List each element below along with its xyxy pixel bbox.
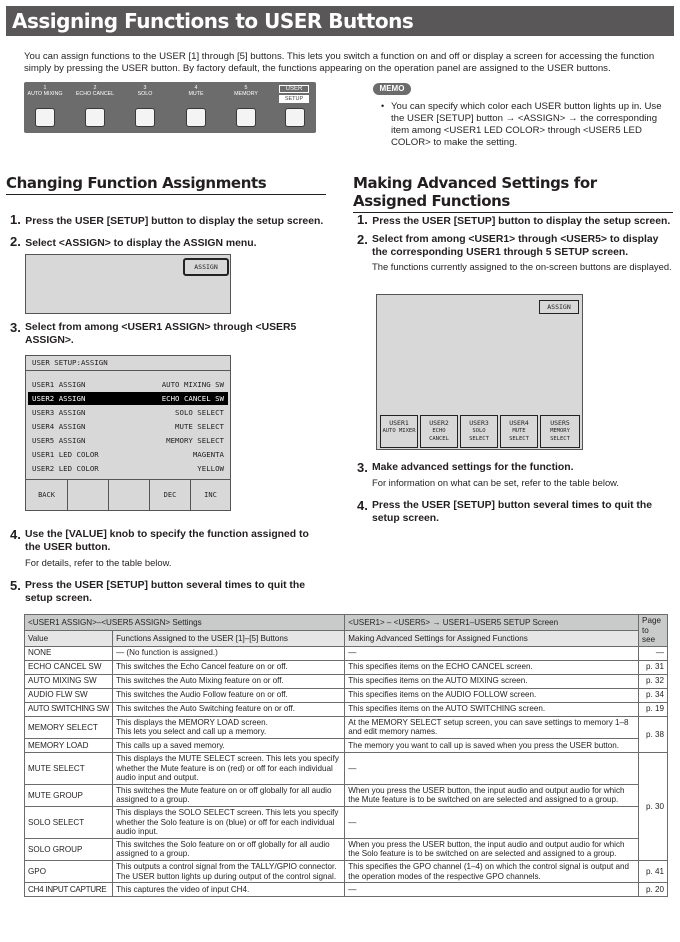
table-header-setup-screen: <USER1> – <USER5> → USER1–USER5 SETUP Screen [345,615,639,631]
panel-user-button-4 [175,82,217,133]
panel-user-button-2 [74,82,116,133]
cell-advanced: When you press the USER button, the input audio and output audio for which the Solo feature is to be switched on are selected and assigned to a group. [345,838,639,860]
lcd-user-setup-screen [376,294,583,450]
table-row [25,716,668,738]
left-step-2 [10,233,330,251]
user-chip-func: AUTO MIXER [382,428,416,434]
cell-page: — [639,646,668,660]
cell-page: p. 31 [639,660,668,674]
panel-key [135,108,155,127]
step-text: Make advanced settings for the function. [372,462,574,473]
cell-advanced: This specifies the GPO channel (1–4) on which the control signal is output and the operation modes of the respective GPO channels. [345,860,639,882]
step-text: Select from among <USER1> through <USER5> to display the corresponding USER1 through 5 SETUP screen. [372,234,659,258]
step-number: 1. [10,212,21,227]
lcd-row [28,378,228,391]
step-number: 2. [10,234,21,249]
screen-user3-chip [460,415,498,448]
table-header-functions: Functions Assigned to the USER [1]–[5] Buttons [113,630,345,646]
step-subtext: For details, refer to the table below. [25,557,172,568]
panel-button-name: MEMORY [234,91,258,97]
table-row [25,674,668,688]
panel-button-number: 3 [143,85,147,91]
screen-user2-chip [420,415,458,448]
lcd-row-label: USER2 LED COLOR [32,464,99,473]
lcd-row [28,434,228,447]
step-text: Select <ASSIGN> to display the ASSIGN menu. [25,238,257,249]
cell-advanced: This specifies items on the ECHO CANCEL screen. [345,660,639,674]
cell-page: p. 34 [639,688,668,702]
assign-softkey: ASSIGN [539,300,579,314]
left-step-5 [10,579,320,605]
cell-page: p. 20 [639,883,668,897]
softkey-inc: INC [190,480,230,510]
cell-function: — (No function is assigned.) [113,646,345,660]
panel-button-name: MUTE [188,91,204,97]
cell-value: MEMORY SELECT [25,716,113,738]
table-row [25,688,668,702]
step-text: Press the USER [SETUP] button to display the setup screen. [25,216,324,227]
lcd-header [28,356,228,369]
user-chip-name: USER2 [429,419,449,427]
panel-key [85,108,105,127]
cell-value: AUTO MIXING SW [25,674,113,688]
lcd-row-selected [28,392,228,405]
panel-button-number: 5 [244,85,248,91]
lcd-row-value: MUTE SELECT [175,422,224,431]
cell-function: This calls up a saved memory. [113,738,345,752]
lcd-row-label: USER2 ASSIGN [32,394,86,403]
panel-user-button-1 [24,82,66,133]
panel-user-button-5 [225,82,267,133]
cell-value: SOLO GROUP [25,838,113,860]
user-chip-func: SOLO SELECT [469,428,489,442]
lcd-row-value: AUTO MIXING SW [161,380,224,389]
table-row [25,738,668,752]
screen-user4-chip [500,415,538,448]
functions-table [24,614,668,897]
table-row [25,860,668,882]
table-row [25,646,668,660]
panel-button-number: 4 [194,85,198,91]
lcd-softkey-bar [26,479,230,510]
panel-button-number: 2 [93,85,97,91]
intro-paragraph: You can assign functions to the USER [1] through [5] buttons. This lets you switch a function on and off or display a screen for accessing the function simply by pressing the USER button. By factory default, the functions appearing on the operation panel are assigned to the USER buttons. [24,51,655,74]
right-step-3 [357,461,672,489]
cell-page: p. 30 [639,752,668,860]
panel-button-name: AUTO MIXING [27,91,63,97]
table-row [25,660,668,674]
step-number: 2. [357,232,368,247]
user-chip-name: USER3 [469,419,489,427]
cell-function: This displays the MUTE SELECT screen. This lets you specify whether the Mute feature is on (red) or off for each individual audio input and output. [113,752,345,784]
cell-page: p. 32 [639,674,668,688]
cell-value: MUTE GROUP [25,784,113,806]
cell-function: This outputs a control signal from the TALLY/GPIO connector. The USER button lights up during output of the control signal. [113,860,345,882]
cell-value: AUTO SWITCHING SW [25,702,113,716]
panel-user-label: USER [279,85,309,93]
lcd-row [28,406,228,419]
right-step-4 [357,499,667,525]
lcd-row [28,462,228,475]
cell-advanced: The memory you want to call up is saved when you press the USER button. [345,738,639,752]
lcd-row-value: MAGENTA [192,450,224,459]
lcd-row [28,448,228,461]
left-step-1 [10,211,330,229]
cell-advanced: When you press the USER button, the input audio and output audio for which the Mute feature is to be switched on are selected and assigned to a group. [345,784,639,806]
user-chip-name: USER1 [389,419,409,427]
panel-button-name: ECHO CANCEL [75,91,115,97]
softkey-blank [108,480,149,510]
screen-user5-chip [540,415,580,448]
cell-value: GPO [25,860,113,882]
cell-advanced: At the MEMORY SELECT setup screen, you can save settings to memory 1–8 and edit memory names. [345,716,639,738]
right-step-1 [357,211,672,229]
user-chip-name: USER5 [550,419,570,427]
cell-value: MEMORY LOAD [25,738,113,752]
lcd-row [28,420,228,433]
panel-setup-button [274,82,316,133]
step-text: Press the USER [SETUP] button several times to quit the setup screen. [25,580,306,604]
cell-advanced: — [345,883,639,897]
lcd-header-text: USER SETUP:ASSIGN [32,358,108,367]
step-subtext: The functions currently assigned to the on-screen buttons are displayed. [372,261,672,272]
cell-value: ECHO CANCEL SW [25,660,113,674]
left-step-3 [10,321,320,347]
memo-bullet: • [381,101,385,111]
lcd-row-label: USER5 ASSIGN [32,436,86,445]
table-subheader-row [25,630,668,646]
right-step-2 [357,233,672,273]
cell-page: p. 41 [639,860,668,882]
step-text: Select from among <USER1 ASSIGN> through <USER5 ASSIGN>. [25,322,297,346]
lcd-row-label: USER1 ASSIGN [32,380,86,389]
step-text: Press the USER [SETUP] button several times to quit the setup screen. [372,500,653,524]
softkey-dec: DEC [149,480,190,510]
cell-advanced: This specifies items on the AUDIO FOLLOW screen. [345,688,639,702]
memo-badge: MEMO [373,83,411,95]
panel-button-name: SOLO [137,91,153,97]
step-number: 1. [357,212,368,227]
cell-page: p. 19 [639,702,668,716]
cell-function: This switches the Solo feature on or off globally for all audio assigned to a group. [113,838,345,860]
panel-key [35,108,55,127]
lcd-setup-screen [25,254,231,314]
cell-value: AUDIO FLW SW [25,688,113,702]
panel-key [186,108,206,127]
cell-function: This switches the Auto Mixing feature on or off. [113,674,345,688]
table-row [25,806,668,838]
table-row [25,752,668,784]
step-number: 4. [357,498,368,513]
assign-softkey: ASSIGN [183,258,229,276]
panel-user-button-3 [124,82,166,133]
user-buttons-panel [24,82,316,133]
section-heading-advanced: Making Advanced Settings for Assigned Functions [353,174,673,213]
user-chip-func: MEMORY SELECT [550,428,570,442]
table-header-row [25,615,668,631]
step-text: Use the [VALUE] knob to specify the function assigned to the USER button. [25,529,309,553]
softkey-blank [67,480,108,510]
lcd-assign-screen [25,355,231,511]
cell-value: MUTE SELECT [25,752,113,784]
cell-advanced: — [345,646,639,660]
table-row [25,702,668,716]
table-row [25,883,668,897]
cell-function: This switches the Mute feature on or off globally for all audio assigned to a group. [113,784,345,806]
cell-function: This displays the MEMORY LOAD screen. This lets you select and call up a memory. [113,716,345,738]
cell-value: CH4 INPUT CAPTURE [25,883,113,897]
cell-value: SOLO SELECT [25,806,113,838]
page-title: Assigning Functions to USER Buttons [6,6,674,36]
step-text: Press the USER [SETUP] button to display the setup screen. [372,216,671,227]
table-header-advanced: Making Advanced Settings for Assigned Functions [345,630,639,646]
cell-advanced: This specifies items on the AUTO SWITCHING screen. [345,702,639,716]
user-chip-func: ECHO CANCEL [429,428,449,442]
panel-key [236,108,256,127]
cell-function: This displays the SOLO SELECT screen. This lets you specify whether the Solo feature is on (blue) or off for each individual audio input. [113,806,345,838]
lcd-row-label: USER4 ASSIGN [32,422,86,431]
cell-function: This switches the Audio Follow feature on or off. [113,688,345,702]
section-heading-changing: Changing Function Assignments [6,174,326,195]
cell-function: This switches the Auto Switching feature on or off. [113,702,345,716]
cell-page: p. 38 [639,716,668,752]
panel-key [285,108,305,127]
step-number: 3. [357,460,368,475]
memo-text: You can specify which color each USER button lights up in. Use the USER [SETUP] button → <ASSIGN> → the corresponding item among <USER1 LED COLOR> through <USER5 LED COLOR> to make the setting. [391,101,662,148]
cell-value: NONE [25,646,113,660]
cell-advanced: This specifies items on the AUTO MIXING screen. [345,674,639,688]
table-header-page: Page to see [639,615,668,647]
lcd-row-value: ECHO CANCEL SW [161,394,224,403]
screen-user1-chip [380,415,418,448]
cell-function: This captures the video of input CH4. [113,883,345,897]
table-row [25,784,668,806]
table-header-value: Value [25,630,113,646]
step-number: 4. [10,527,21,542]
cell-advanced: — [345,752,639,784]
lcd-row-label: USER1 LED COLOR [32,450,99,459]
softkey-back: BACK [38,491,55,499]
lcd-row-value: MEMORY SELECT [166,436,224,445]
user-chip-func: MUTE SELECT [509,428,529,442]
panel-setup-label: SETUP [279,95,309,103]
cell-advanced: — [345,806,639,838]
left-step-4 [10,528,320,569]
lcd-row-label: USER3 ASSIGN [32,408,86,417]
step-number: 5. [10,578,21,593]
lcd-row-value: SOLO SELECT [175,408,224,417]
table-header-settings: <USER1 ASSIGN>–<USER5 ASSIGN> Settings [25,615,345,631]
user-chip-name: USER4 [509,419,529,427]
step-subtext: For information on what can be set, refer to the table below. [372,477,620,488]
cell-function: This switches the Echo Cancel feature on or off. [113,660,345,674]
table-row [25,838,668,860]
panel-button-number: 1 [43,85,47,91]
lcd-row-value: YELLOW [197,464,224,473]
step-number: 3. [10,320,21,335]
